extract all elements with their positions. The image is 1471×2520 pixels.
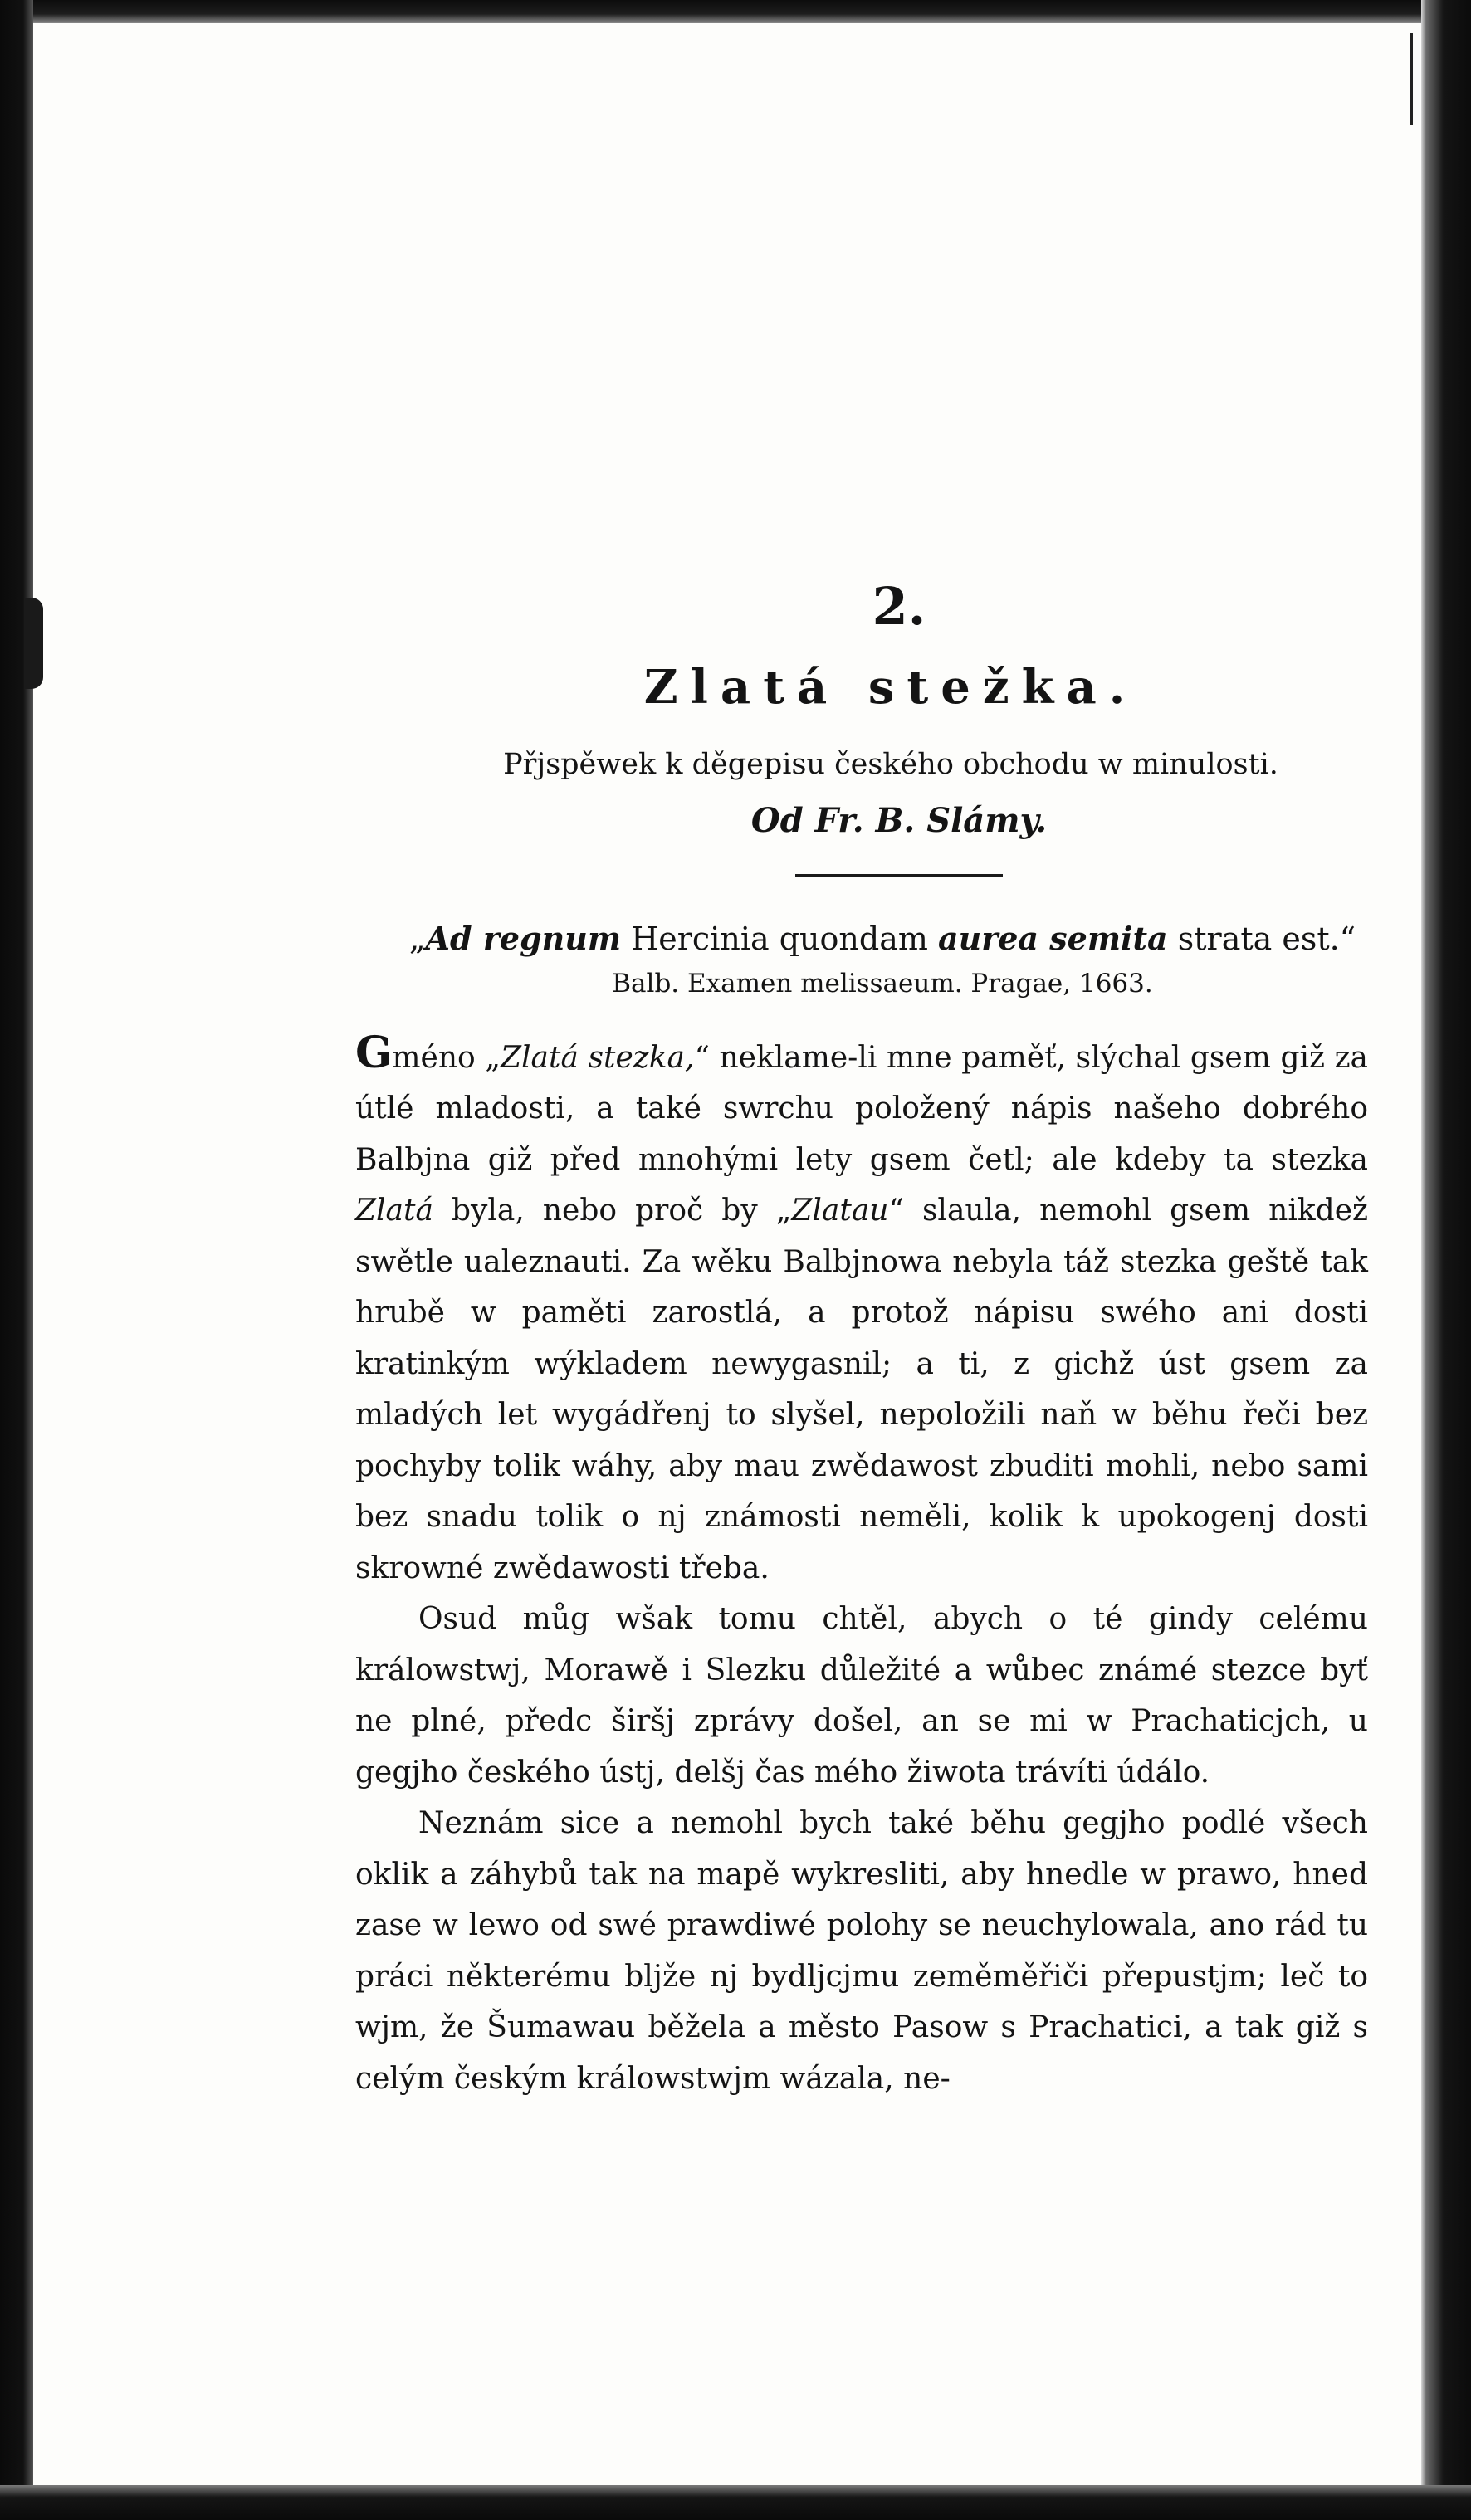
scan-edge-notch bbox=[25, 598, 43, 689]
epigraph-middle: Hercinia quondam bbox=[621, 921, 938, 957]
epigraph-source: Balb. Examen melissaeum. Pragae, 1663. bbox=[612, 968, 1153, 999]
section-number: 2. bbox=[872, 576, 926, 637]
scan-edge-left bbox=[0, 0, 33, 2520]
scan-edge-right bbox=[1421, 0, 1471, 2520]
epigraph-quote bbox=[397, 920, 1368, 959]
paragraph-1-emphasis-3: Zlatau bbox=[791, 1194, 889, 1228]
paragraph-2: Osud můg wšak tomu chtěl, abych o té gindy celému králowstwj, Morawě i Slezku důležité a wůbec známé stezce byť ne plné, předc širšj zprávy došel, an se mi w Prachaticjch, u gegjho českého ústj, delšj čas mého žiwota trávíti údálo. bbox=[355, 1602, 1368, 1790]
paragraph-3: Neznám sice a nemohl bych také běhu gegjho podlé všech oklik a záhybů tak na mapě wykresliti, aby hnedle w prawo, hned zase w lewo od swé prawdiwé polohy se neuchylowala, ano rád tu práci některému bljže nj bydljcjmu zeměměřiči přepustjm; leč to wjm, že Šumawau běžela a město Pasow s Prachatici, a tak giž s celým českým králowstwjm wázala, ne- bbox=[355, 1806, 1368, 2096]
initial-letter: G bbox=[355, 1027, 393, 1078]
epigraph-emphasis-2: aurea semita bbox=[937, 920, 1168, 957]
paragraph-1-emphasis-2: Zlatá bbox=[355, 1194, 433, 1228]
article-author: Od Fr. B. Slámy. bbox=[750, 801, 1048, 840]
article-subtitle: Přjspěwek k děgepisu českého obchodu w minulosti. bbox=[503, 748, 1278, 781]
paragraph-1-text-3: “ slaula, nemohl gsem nikdež swětle ualeznauti. Za wěku Balbjnowa nebyla táž stezka geště tak hrubě w paměti zarostlá, a protož nápisu swého ani dosti kratinkým wýkladem newygasnil; a ti, z gichž úst gsem za mladých let wygádřenj to slyšel, nepoložili naň w běhu řeči bez pochyby tolik wáhy, aby mau zwědawost zbuditi mohli, nebo sami bez snadu tolik o nj známosti neměli, kolik k upokogenj dosti skrowné zwědawosti třeba. bbox=[355, 1194, 1368, 1585]
page-content bbox=[355, 576, 1368, 2104]
epigraph-open-quote: „ bbox=[408, 921, 426, 957]
body-text bbox=[355, 1028, 1368, 2105]
paragraph-1-text-1: “ neklame-li mne paměť, slýchal gsem giž za útlé mladosti, a také swrchu položený nápis našeho dobrého Balbjna giž před mnohými lety gsem četl; ale kdeby ta stezka bbox=[355, 1040, 1368, 1177]
paragraph-1-emphasis-1: Zlatá stezka, bbox=[500, 1040, 695, 1075]
paragraph-1 bbox=[355, 1028, 1368, 1595]
scan-edge-mark bbox=[1410, 33, 1413, 125]
scan-edge-bottom bbox=[0, 2485, 1471, 2520]
epigraph-end: strata est.“ bbox=[1167, 921, 1356, 957]
article-title: Zlatá stežka. bbox=[643, 660, 1138, 715]
scan-edge-top bbox=[0, 0, 1471, 23]
paragraph-1-text-2: byla, nebo proč by „ bbox=[433, 1194, 792, 1228]
paragraph-1-lead: méno „ bbox=[392, 1040, 501, 1075]
epigraph-emphasis-1: Ad regnum bbox=[425, 920, 622, 957]
title-divider bbox=[795, 874, 1003, 877]
